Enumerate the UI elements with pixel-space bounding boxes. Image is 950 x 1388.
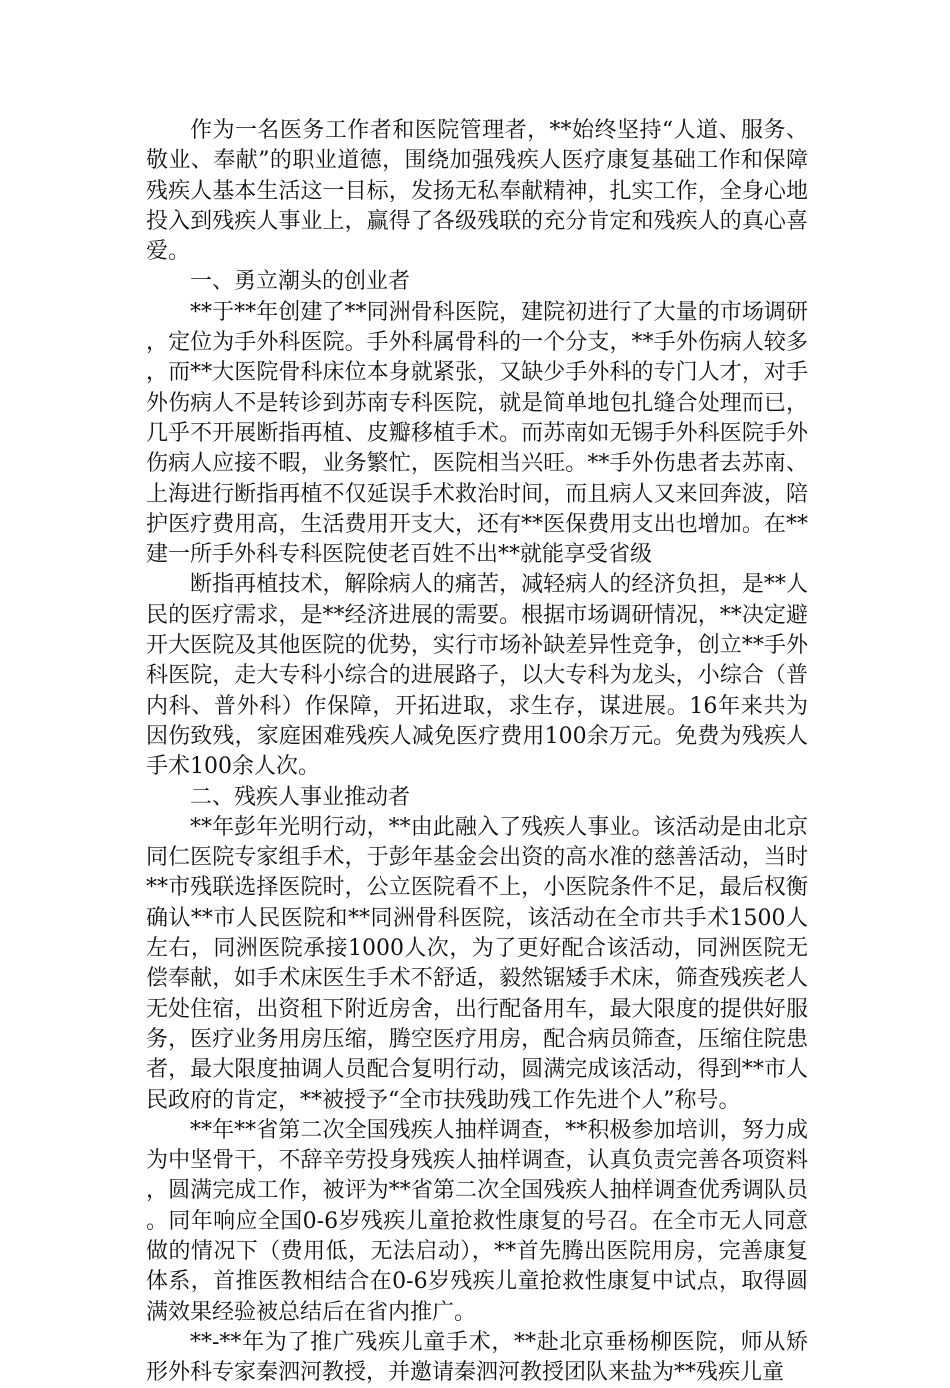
paragraph-section1-b: 断指再植技术，解除病人的痛苦，减轻病人的经济负担，是**人民的医疗需求，是**经济进展的需要。根据市场调研情况，**决定避开大医院及其他医院的优势，实行市场补缺差异性竞争，创立**手外科医院，走大专科小综合的进展路子，以大专科为龙头，小综合（普内科、普外科）作保障，开拓进取，求生存，谋进展。16年来共为因伤致残，家庭困难残疾人减免医疗费用100余万元。免费为残疾人手术100余人次。 bbox=[146, 572, 808, 780]
section-heading-2: 二、残疾人事业推动者 bbox=[190, 784, 411, 810]
paragraph-section1-a: **于**年创建了**同洲骨科医院，建院初进行了大量的市场调研，定位为手外科医院。手外科属骨科的一个分支，**手外伤病人较多，而**大医院骨科床位本身就紧张，又缺少手外科的专门人才，对手外伤病人不是转诊到苏南专科医院，就是简单地包扎缝合处理而已，几乎不开展断指再植、皮瓣移植手术。而苏南如无锡手外科医院手外伤病人应接不暇，业务繁忙，医院相当兴旺。**手外伤患者去苏南、上海进行断指再植不仅延误手术救治时间，而且病人又来回奔波，陪护医疗费用高，生活费用开支大，还有**医保费用支出也增加。在**建一所手外科专科医院使老百姓不出**就能享受省级 bbox=[146, 299, 808, 568]
paragraph-section2-c: **-**年为了推广残疾儿童手术，**赴北京垂杨柳医院，师从矫形外科专家秦泗河教授，并邀请秦泗河教授团队来盐为**残疾儿童 bbox=[146, 1329, 808, 1386]
document-body bbox=[146, 116, 808, 1388]
section-heading-1: 一、勇立潮头的创业者 bbox=[190, 269, 411, 295]
paragraph-intro: 作为一名医务工作者和医院管理者，**始终坚持“人道、服务、敬业、奉献”的职业道德，围绕加强残疾人医疗康复基础工作和保障残疾人基本生活这一目标，发扬无私奉献精神，扎实工作，全身心地投入到残疾人事业上，赢得了各级残联的充分肯定和残疾人的真心喜爱。 bbox=[146, 118, 808, 265]
paragraph-section2-b: **年**省第二次全国残疾人抽样调查，**积极参加培训，努力成为中坚骨干，不辞辛劳投身残疾人抽样调查，认真负责完善各项资料，圆满完成工作，被评为**省第二次全国残疾人抽样调查优秀调队员。同年响应全国0-6岁残疾儿童抢救性康复的号召。在全市无人同意做的情况下（费用低，无法启动），**首先腾出医院用房，完善康复体系，首推医教相结合在0-6岁残疾儿童抢救性康复中试点，取得圆满效果经验被总结后在省内推广。 bbox=[146, 1117, 808, 1325]
paragraph-section2-a: **年彭年光明行动，**由此融入了残疾人事业。该活动是由北京同仁医院专家组手术，于彭年基金会出资的高水准的慈善活动，当时**市残联选择医院时，公立医院看不上，小医院条件不足，最后权衡确认**市人民医院和**同洲骨科医院，该活动在全市共手术1500人左右，同洲医院承接1000人次，为了更好配合该活动，同洲医院无偿奉献，如手术床医生手术不舒适，毅然锯矮手术床，筛查残疾老人无处住宿，出资租下附近房舍，出行配备用车，最大限度的提供好服务，医疗业务用房压缩，腾空医疗用房，配合病员筛查，压缩住院患者，最大限度抽调人员配合复明行动，圆满完成该活动，得到**市人民政府的肯定，**被授予“全市扶残助残工作先进个人”称号。 bbox=[146, 814, 808, 1113]
